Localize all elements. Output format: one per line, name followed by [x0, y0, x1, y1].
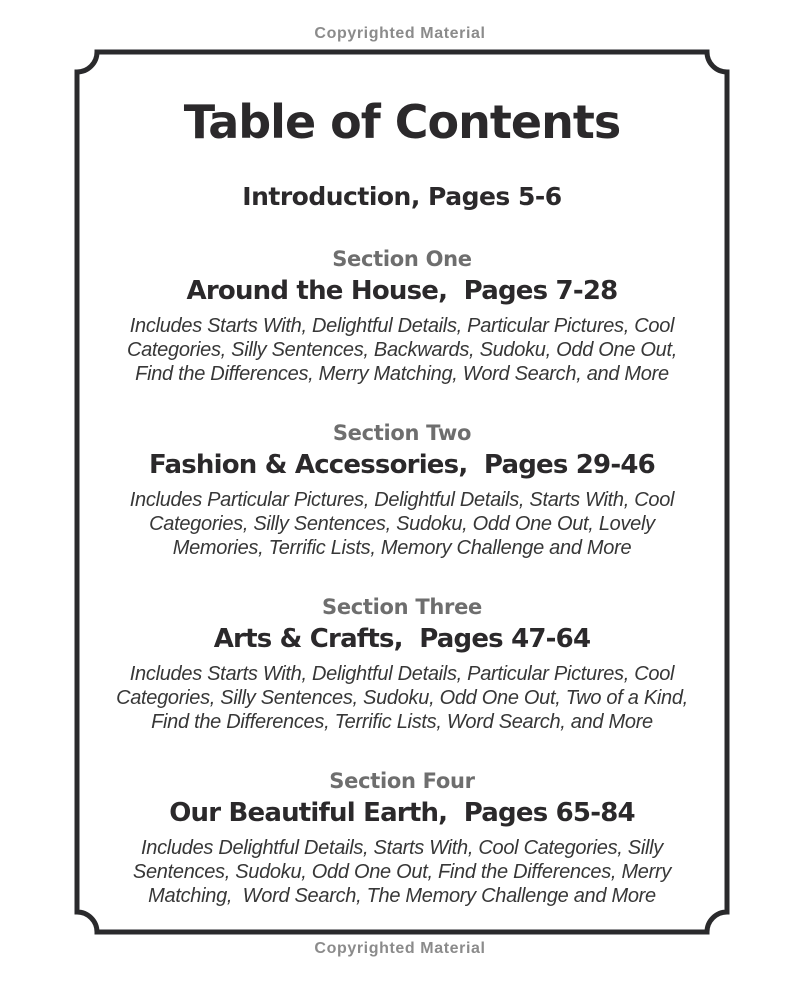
section-label: Section Two: [332, 421, 472, 445]
section-label: Section Four: [329, 769, 475, 793]
section-label: Section Three: [322, 595, 482, 619]
description-line: Includes Starts With, Delightful Details, Particular Pictures, Cool: [129, 315, 675, 337]
description-line: Categories, Silly Sentences, Sudoku, Odd One Out, Lovely: [149, 513, 655, 535]
description-line: Includes Particular Pictures, Delightful Details, Starts With, Cool: [129, 489, 675, 511]
description-line: Includes Delightful Details, Starts With, Cool Categories, Silly: [141, 837, 663, 859]
toc-section-two: [130, 420, 674, 560]
description-line: Sentences, Sudoku, Odd One Out, Find the Differences, Merry: [132, 861, 672, 883]
section-description: [133, 836, 671, 908]
table-of-contents-page: [76, 52, 728, 931]
section-title: Our Beautiful Earth, Pages 65-84: [169, 798, 635, 828]
section-title: Fashion & Accessories, Pages 29-46: [149, 450, 655, 480]
description-line: Find the Differences, Terrific Lists, Word Search, and More: [151, 711, 653, 733]
section-description: [116, 662, 688, 734]
description-line: Memories, Terrific Lists, Memory Challenge and More: [172, 537, 632, 559]
description-line: Categories, Silly Sentences, Backwards, Sudoku, Odd One Out,: [126, 339, 678, 361]
section-description: [130, 488, 674, 560]
section-title: Around the House, Pages 7-28: [186, 276, 618, 306]
toc-section-four: [133, 768, 671, 908]
description-line: Categories, Silly Sentences, Sudoku, Odd One Out, Two of a Kind,: [116, 687, 688, 709]
page-title: Table of Contents: [183, 95, 621, 149]
copyright-notice-bottom: Copyrighted Material: [314, 940, 486, 957]
section-description: [127, 314, 677, 386]
copyright-notice-top: Copyrighted Material: [314, 25, 486, 42]
toc-section-three: [116, 594, 688, 734]
description-line: Includes Starts With, Delightful Details, Particular Pictures, Cool: [129, 663, 675, 685]
section-title: Arts & Crafts, Pages 47-64: [213, 624, 591, 654]
toc-section-one: [127, 246, 677, 386]
introduction-entry: Introduction, Pages 5-6: [242, 182, 562, 211]
section-label: Section One: [332, 247, 472, 271]
description-line: Find the Differences, Merry Matching, Word Search, and More: [135, 363, 669, 385]
description-line: Matching, Word Search, The Memory Challenge and More: [148, 885, 656, 907]
